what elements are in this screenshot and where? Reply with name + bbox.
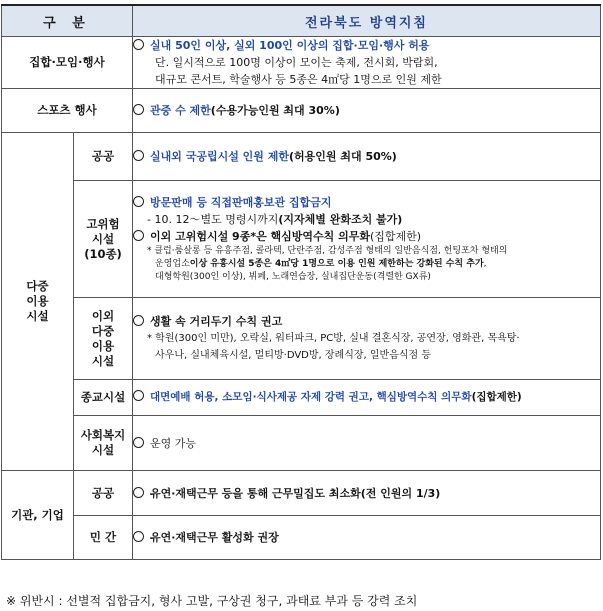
other-label-2: 다중 bbox=[91, 323, 115, 338]
circle-bullet-icon bbox=[133, 39, 144, 50]
circle-bullet-icon bbox=[133, 487, 144, 498]
highrisk-ban-note: (지자체별 완화조치 불가) bbox=[278, 213, 403, 226]
row-facility-public bbox=[2, 133, 601, 181]
circle-bullet-icon bbox=[133, 531, 144, 542]
content-business-public bbox=[133, 471, 601, 516]
welfare-label-2: 시설 bbox=[91, 443, 115, 457]
circle-bullet-icon bbox=[133, 230, 144, 241]
facility-public-rule: 실내외 국공립시설 인원 제한 bbox=[150, 150, 289, 163]
circle-bullet-icon bbox=[133, 150, 144, 161]
sports-rule: 관중 수 제한 bbox=[150, 104, 211, 117]
row-business-private bbox=[2, 516, 601, 560]
circle-bullet-icon bbox=[133, 390, 144, 401]
business-public-rule: 유연·재택근무 등을 통해 근무밀집도 최소화(전 인원의 1/3) bbox=[150, 486, 441, 500]
gathering-rule: 실내 50인 이상, 실외 100인 이상의 집합·모임·행사 허용 bbox=[150, 39, 430, 52]
row-label-gathering: 집합·모임·행사 bbox=[2, 37, 133, 89]
row-label-sports: 스포츠 행사 bbox=[2, 89, 133, 133]
content-facility-public bbox=[133, 133, 601, 181]
content-facility-welfare bbox=[133, 416, 601, 471]
sublabel-facility-highrisk bbox=[74, 181, 133, 298]
other-note-2: 사우나, 실내체육시설, 멀티방·DVD방, 장례식장, 일반음식점 등 bbox=[155, 350, 432, 361]
content-facility-other bbox=[133, 298, 601, 380]
row-sports bbox=[2, 89, 601, 133]
facilities-label-2: 이용 bbox=[26, 294, 49, 308]
highrisk-label-3: (10종) bbox=[84, 246, 122, 261]
header-title: 전라북도 방역지침 bbox=[133, 5, 601, 37]
violation-footnote: ※ 위반시 : 선별적 집합금지, 형사 고발, 구상권 청구, 과태료 부과 등 강력 조치 bbox=[6, 594, 418, 608]
other-rule: 생활 속 거리두기 수칙 권고 bbox=[150, 315, 283, 328]
highrisk-note-2a: 운영업소 bbox=[155, 259, 190, 269]
row-label-business: 기관, 기업 bbox=[2, 471, 74, 560]
highrisk-note-3: 대형학원(300인 이상), 뷔페, 노래연습장, 실내집단운동(격렬한 GX류) bbox=[155, 272, 431, 282]
sublabel-business-public: 공공 bbox=[74, 471, 133, 516]
other-label-3: 이용 bbox=[91, 338, 115, 353]
highrisk-other-c: (집합제한) bbox=[370, 230, 422, 243]
row-gathering bbox=[2, 37, 601, 89]
highrisk-other-a: 이외 고위험시설 9종 bbox=[150, 230, 251, 243]
row-facility-highrisk bbox=[2, 181, 601, 298]
sublabel-facility-religious: 종교시설 bbox=[74, 380, 133, 416]
circle-bullet-icon bbox=[133, 315, 144, 326]
row-facility-other bbox=[2, 298, 601, 380]
highrisk-label-1: 고위험 bbox=[86, 216, 120, 231]
highrisk-label-2: 시설 bbox=[91, 231, 115, 246]
highrisk-note-2b: 이상 유흥시설 5종은 4㎡당 1명으로 이용 인원 제한하는 강화된 수칙 추가 bbox=[189, 259, 484, 269]
sublabel-business-private: 민 간 bbox=[74, 516, 133, 560]
row-facility-welfare bbox=[2, 416, 601, 471]
header-row bbox=[2, 5, 601, 37]
content-facility-highrisk bbox=[133, 181, 601, 298]
facilities-label-3: 시설 bbox=[26, 309, 49, 323]
row-business-public bbox=[2, 471, 601, 516]
circle-bullet-icon bbox=[133, 196, 144, 207]
row-content-gathering bbox=[133, 37, 601, 89]
content-business-private bbox=[133, 516, 601, 560]
business-private-rule: 유연·재택근무 활성화 권장 bbox=[150, 531, 279, 544]
content-facility-religious bbox=[133, 380, 601, 416]
sublabel-facility-welfare bbox=[74, 416, 133, 471]
row-content-sports bbox=[133, 89, 601, 133]
gathering-exception-2: 대규모 콘서트, 학술행사 등 5종은 4㎡당 1명으로 인원 제한 bbox=[155, 73, 442, 86]
highrisk-ban: 방문판매 등 직접판매홍보관 집합금지 bbox=[150, 196, 332, 209]
welfare-rule: 운영 가능 bbox=[150, 436, 197, 450]
other-label-1: 이외 bbox=[91, 308, 115, 323]
facilities-label-1: 다중 bbox=[26, 279, 49, 293]
header-category: 구 분 bbox=[2, 5, 133, 37]
religious-detail: (집합제한) bbox=[471, 391, 522, 403]
other-label-4: 시설 bbox=[91, 353, 115, 368]
other-note-1: * 학원(300인 미만), 오락실, 워터파크, PC방, 실내 결혼식장, 공연장, 영화관, 목욕탕· bbox=[147, 333, 520, 344]
highrisk-other-b: 은 핵심방역수칙 의무화 bbox=[256, 230, 371, 243]
highrisk-ban-period: - 10. 12～별도 명령시까지 bbox=[147, 213, 279, 226]
sublabel-facility-other bbox=[74, 298, 133, 380]
welfare-label-1: 사회복지 bbox=[80, 428, 126, 442]
row-label-facilities bbox=[2, 133, 74, 471]
highrisk-note-2c: , bbox=[483, 259, 487, 269]
facility-public-detail: (허용인원 최대 50%) bbox=[289, 150, 397, 163]
circle-bullet-icon bbox=[133, 104, 144, 115]
row-facility-religious bbox=[2, 380, 601, 416]
sports-rule-detail: (수용가능인원 최대 30%) bbox=[210, 104, 340, 117]
religious-rule: 대면예배 허용, 소모임·식사제공 자제 강력 권고, 핵심방역수칙 의무화 bbox=[150, 391, 472, 403]
highrisk-note-1: * 클럽·룸살롱 등 유흥주점, 콜라텍, 단란주점, 감성주점 형태의 일반음식점, 헌팅포차 형태의 bbox=[147, 246, 508, 256]
circle-bullet-icon bbox=[133, 437, 144, 448]
highrisk-other-mark: * bbox=[250, 230, 257, 243]
gathering-exception-1: 단. 일시적으로 100명 이상이 모이는 축제, 전시회, 박람회, bbox=[155, 56, 438, 69]
sublabel-facility-public: 공공 bbox=[74, 133, 133, 181]
policy-table bbox=[1, 4, 601, 560]
